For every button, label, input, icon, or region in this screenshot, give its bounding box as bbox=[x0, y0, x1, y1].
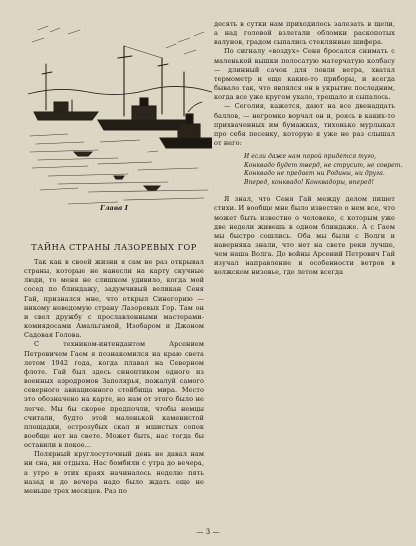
paragraph: Полярный круглосуточный день не давал нам ни сна, ни отдыха. Нас бомбили с утра до вечера, а утро в этих краях начиналось неделю пять назад и до вечера надо было ждать еще не меньше трех месяцев. Раз по bbox=[24, 450, 204, 495]
song-verse bbox=[244, 153, 403, 187]
harbor-ships-illustration bbox=[28, 20, 212, 218]
verse-line: И если даже нам порой придется туго, bbox=[244, 153, 377, 161]
paragraph: Я знал, что Сеня Гай между делом пишет стихи. И вообще мне было известно о нем все, что может быть известно о человеке, с которым уже две недели живешь в одном блиндаже. А с Гаем мы быстро сошлись. Оба мы были с Волги и наверняка знали, что нет на свете реки лучше, чем наша Волга. До войны Арсений Петрович Гай изучал направление и особенности ветров в волжском низовье, где летом всегда bbox=[214, 195, 395, 277]
verse-line: Вперед, конквадо! Конквадоры, вперед! bbox=[244, 178, 374, 186]
chapter-title: ТАЙНА СТРАНЫ ЛАЗОРЕВЫХ ГОР bbox=[31, 242, 197, 252]
paragraph: С техником-интендантом Арсением Петровичем Гаем я познакомился на краю света летом 1942 года, когда плавал на Северном флоте. Гай был здесь синоптиком одного из военных аэродромов Заполярья, пожалуй самого северного авиационного стойбища мира. Место это обозначено на карте, но нам от этого было не легче. Мы бы скорее предпочли, чтобы немцы считали, будто этой маленькой каменистой площадки, острозубых скал и мшистых сопок вообще нет на свете. Может быть, нас тогда бы оставили в покое... bbox=[24, 340, 204, 450]
verse-line: Конквадо будет тверд, не струсит, не соврет. bbox=[244, 161, 403, 169]
paragraph: десять в сутки нам приходилось залезать в щели, а над головой взлетали обломки раскопотых валунов, градом сыпались стеклянные шифера. bbox=[214, 20, 395, 47]
verse-line: Конквадо не предает ни Родины, ни друга. bbox=[244, 170, 385, 178]
page-number: — 3 — bbox=[196, 528, 220, 536]
chapter-label: Глава I bbox=[100, 204, 128, 212]
paragraph: Так как в своей жизни я сам не раз открывал страны, которые не нанесли на карту скучные люди, то меня не слишком удивило, когда мой сосед по блиндажу, задумчивый великан Сеня Гай, признался мне, что открыл Синегорию — никому неведомую страну Лазоревых Гор. Там он и свел дружбу с прославленными мастерами-комиядосами Амальгамой, Изобаром и Джоном Садовая Голова. bbox=[24, 258, 204, 340]
right-column bbox=[214, 20, 403, 278]
paragraph: По сигналу «воздух» Сеня бросался снимать с маленькой вышки полосатую матерчатую колбасу — длинный сачок для ловли ветра, хватал термометр и еще какие-то приборы, и всегда бывало так, что являлся он в укрытие последним, когда все уже кругом ухало, трещало и сыпалось. bbox=[214, 47, 395, 102]
left-column bbox=[24, 258, 204, 496]
paragraph: — Сеголия, кажется, дают на все двенадцать баллов, — негромко ворчал он и, роясь в каких-то прихваченных им бумажках, тихонько мурлыкал про себя песенку, которую я уже не раз слышал от него: bbox=[214, 102, 395, 148]
